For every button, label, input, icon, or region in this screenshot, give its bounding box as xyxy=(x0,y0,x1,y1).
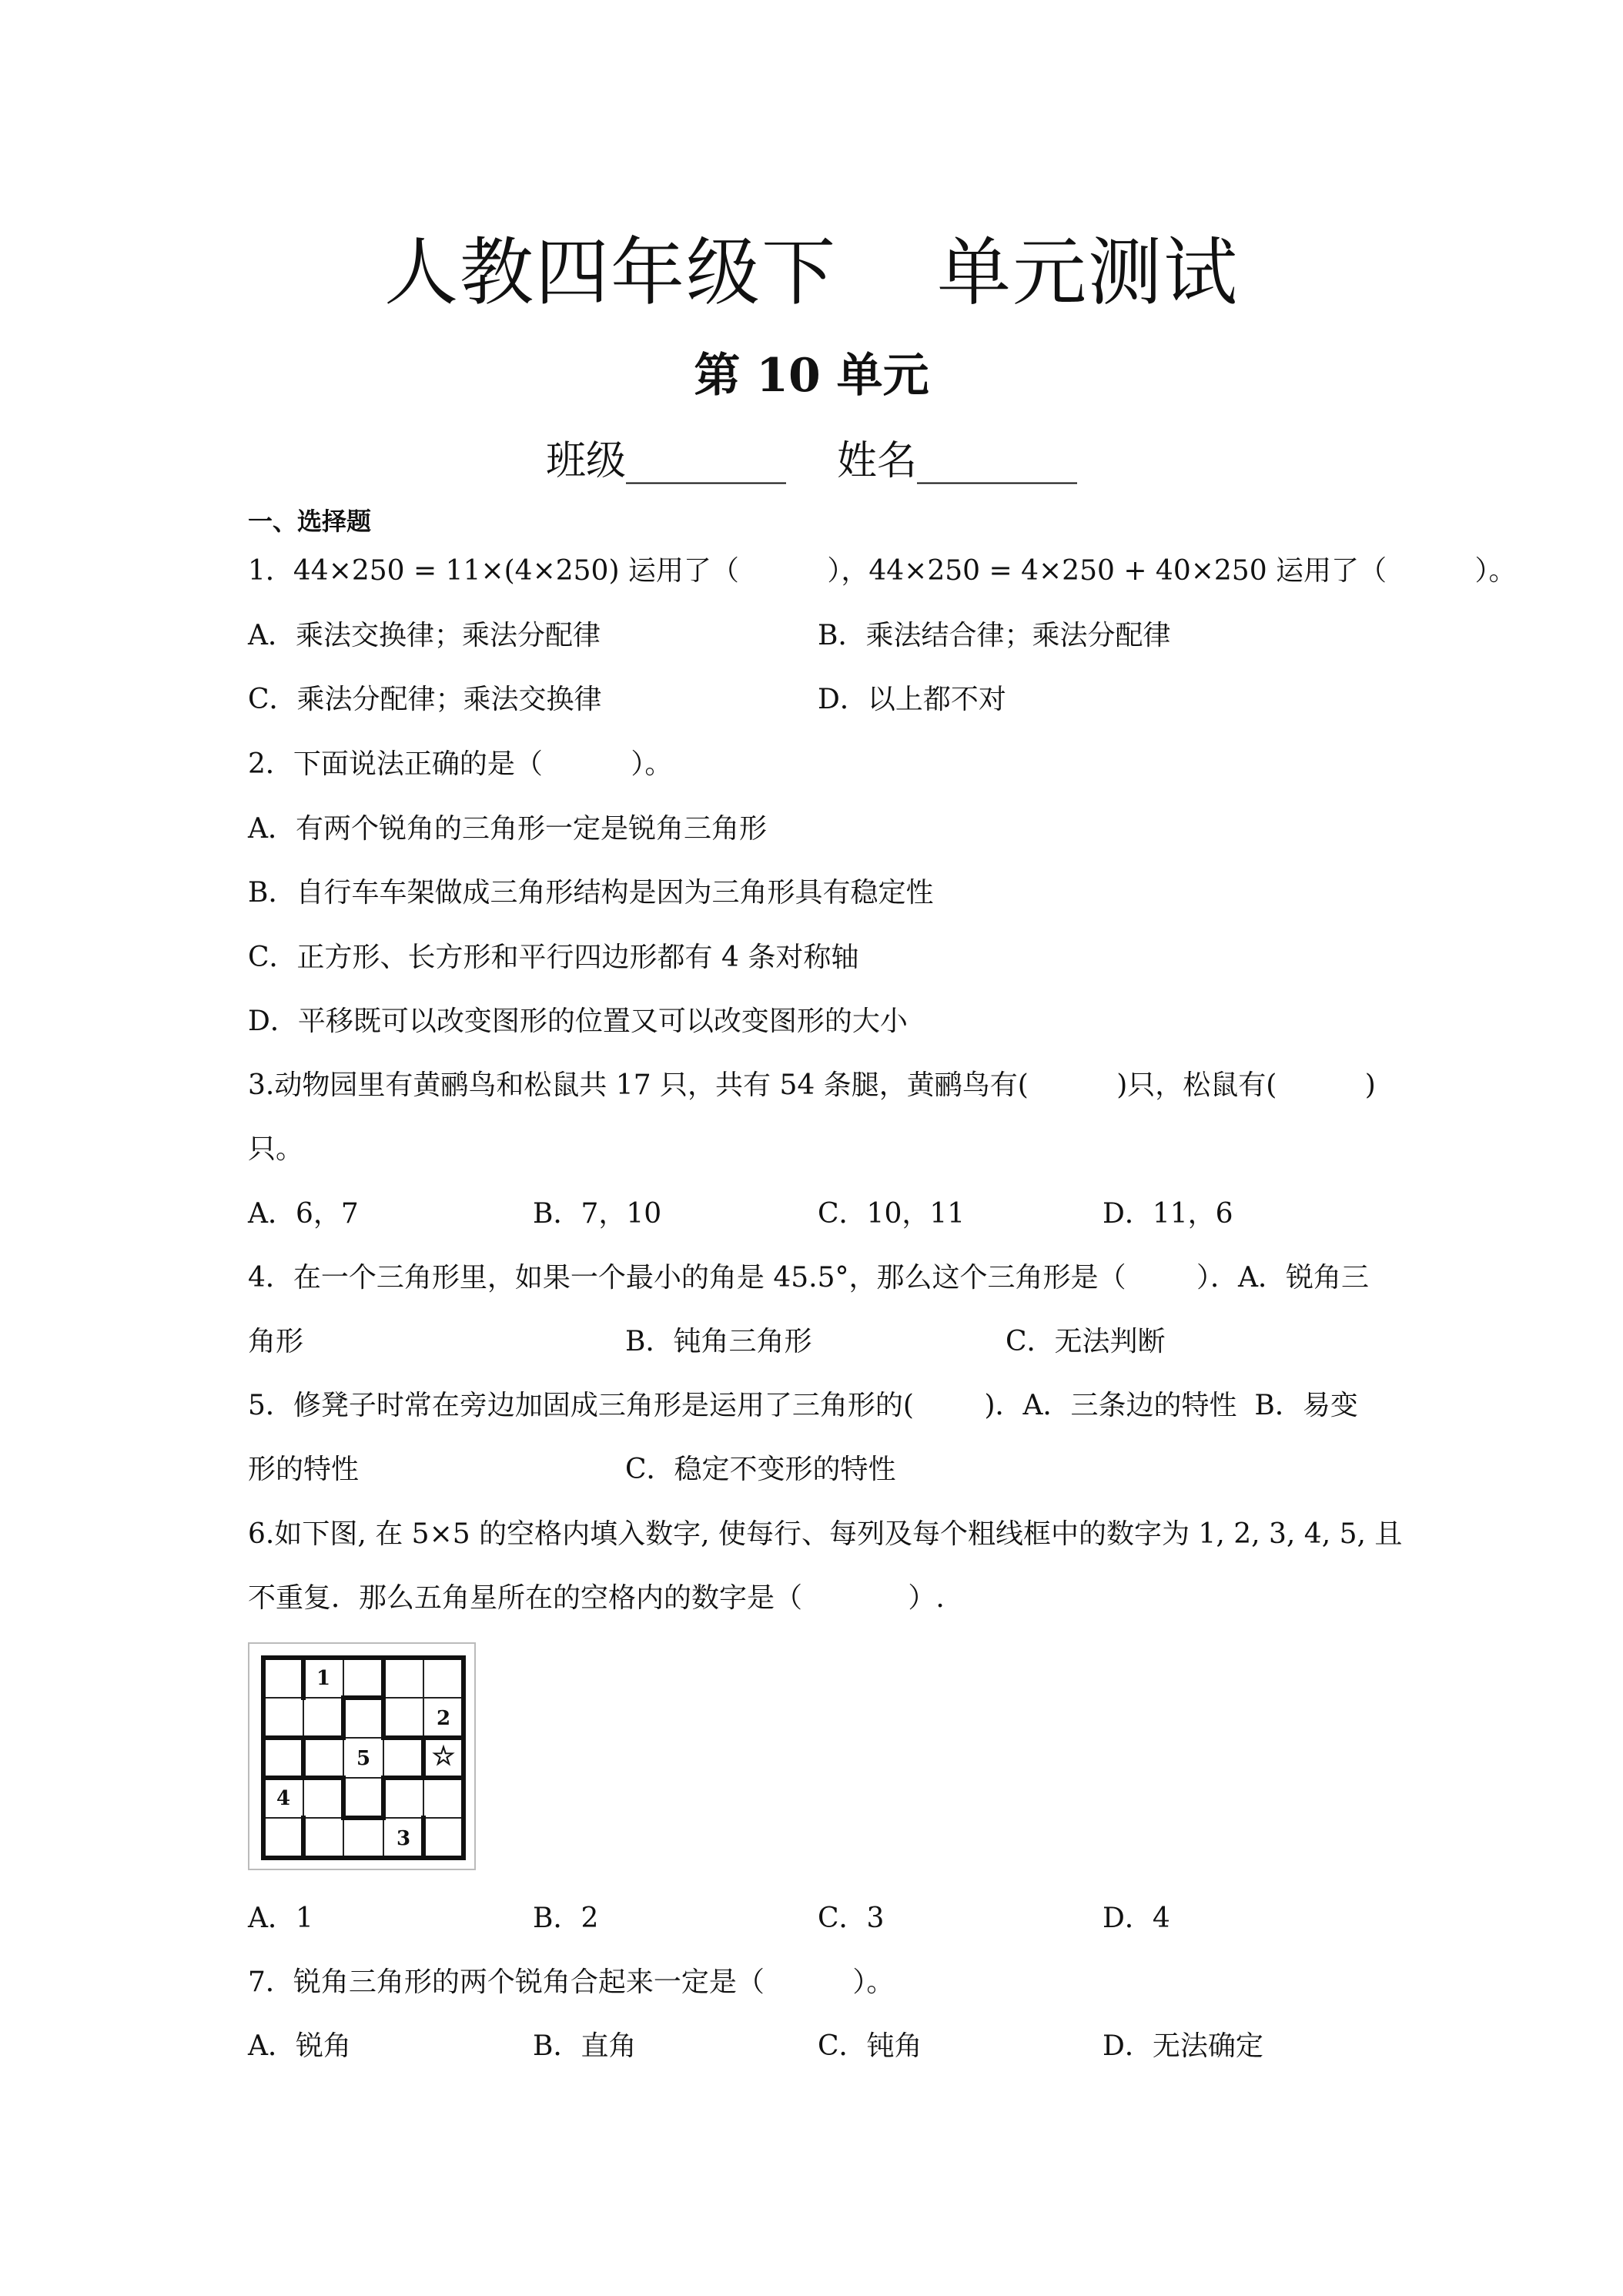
q2-option-b: B．自行车车架做成三角形结构是因为三角形具有稳定性 xyxy=(248,877,934,909)
page-title: 人教四年级下 单元测试 xyxy=(383,229,1240,316)
q6-option-d: D．4 xyxy=(1103,1903,1170,1934)
q1-option-b: B．乘法结合律；乘法分配律 xyxy=(818,620,1171,651)
q6-option-c: C．3 xyxy=(818,1903,885,1934)
grid-cell-number: 2 xyxy=(436,1707,451,1730)
q6-option-a: A．1 xyxy=(248,1903,313,1934)
question-7-stem: 7．锐角三角形的两个锐角合起来一定是（ ）。 xyxy=(248,1966,895,1998)
question-2-stem: 2．下面说法正确的是（ ）。 xyxy=(248,748,673,780)
grid-drawing xyxy=(249,1644,474,1869)
q3-option-b: B．7，10 xyxy=(533,1198,662,1230)
q2-option-a: A．有两个锐角的三角形一定是锐角三角形 xyxy=(248,813,767,845)
q6-option-b: B．2 xyxy=(533,1903,599,1934)
grid-cell-number: 4 xyxy=(276,1787,291,1810)
class-name-line: 班级________ 姓名________ xyxy=(545,438,1078,484)
q3-option-a: A．6，7 xyxy=(248,1198,359,1230)
question-6-stem-cont: 不重复．那么五角星所在的空格内的数字是（ ）. xyxy=(248,1582,945,1614)
q4-option-c: C．无法判断 xyxy=(1006,1326,1166,1357)
question-4-stem: 4．在一个三角形里，如果一个最小的角是 45.5°，那么这个三角形是（ ）．A．锐角三 xyxy=(248,1262,1370,1294)
q5-option-c: C．稳定不变形的特性 xyxy=(625,1454,896,1485)
q7-option-c: C．钝角 xyxy=(818,2030,922,2062)
q1-option-d: D．以上都不对 xyxy=(818,684,1006,715)
q2-option-d: D．平移既可以改变图形的位置又可以改变图形的大小 xyxy=(248,1006,908,1037)
q7-option-d: D．无法确定 xyxy=(1103,2030,1263,2062)
question-1-stem: 1．44×250 = 11×(4×250) 运用了（ ），44×250 = 4×250 + 40×250 运用了（ ）。 xyxy=(248,555,1517,587)
section-heading: 一、选择题 xyxy=(248,507,372,536)
q1-option-a: A．乘法交换律；乘法分配律 xyxy=(248,620,601,651)
q2-option-c: C．正方形、长方形和平行四边形都有 4 条对称轴 xyxy=(248,942,859,973)
q4-option-a-cont: 角形 xyxy=(248,1326,304,1357)
question-3-stem: 3.动物园里有黄鹂鸟和松鼠共 17 只，共有 54 条腿，黄鹂鸟有( )只，松鼠有( ) xyxy=(248,1069,1376,1101)
question-6-stem: 6.如下图, 在 5×5 的空格内填入数字, 使每行、每列及每个粗线框中的数字为 1, 2, 3, 4, 5, 且 xyxy=(248,1518,1403,1550)
q3-option-d: D．11，6 xyxy=(1103,1198,1233,1230)
q1-option-c: C．乘法分配律；乘法交换律 xyxy=(248,684,602,715)
grid-cell-number: 5 xyxy=(356,1747,371,1770)
question-5-stem: 5．修凳子时常在旁边加固成三角形是运用了三角形的( )．A．三条边的特性 B．易变 xyxy=(248,1390,1358,1421)
q3-option-c: C．10，11 xyxy=(818,1198,965,1230)
sudoku-grid-figure xyxy=(248,1642,476,1870)
q7-option-a: A．锐角 xyxy=(248,2030,351,2062)
star-icon: ☆ xyxy=(431,1741,456,1772)
question-3-stem-cont: 只。 xyxy=(248,1133,304,1165)
q5-option-b-cont: 形的特性 xyxy=(248,1454,360,1485)
q7-option-b: B．直角 xyxy=(533,2030,637,2062)
q4-option-b: B．钝角三角形 xyxy=(625,1326,812,1357)
grid-cell-number: 3 xyxy=(396,1827,411,1850)
grid-cell-number: 1 xyxy=(316,1667,331,1690)
unit-subtitle: 第 10 单元 xyxy=(694,349,929,403)
